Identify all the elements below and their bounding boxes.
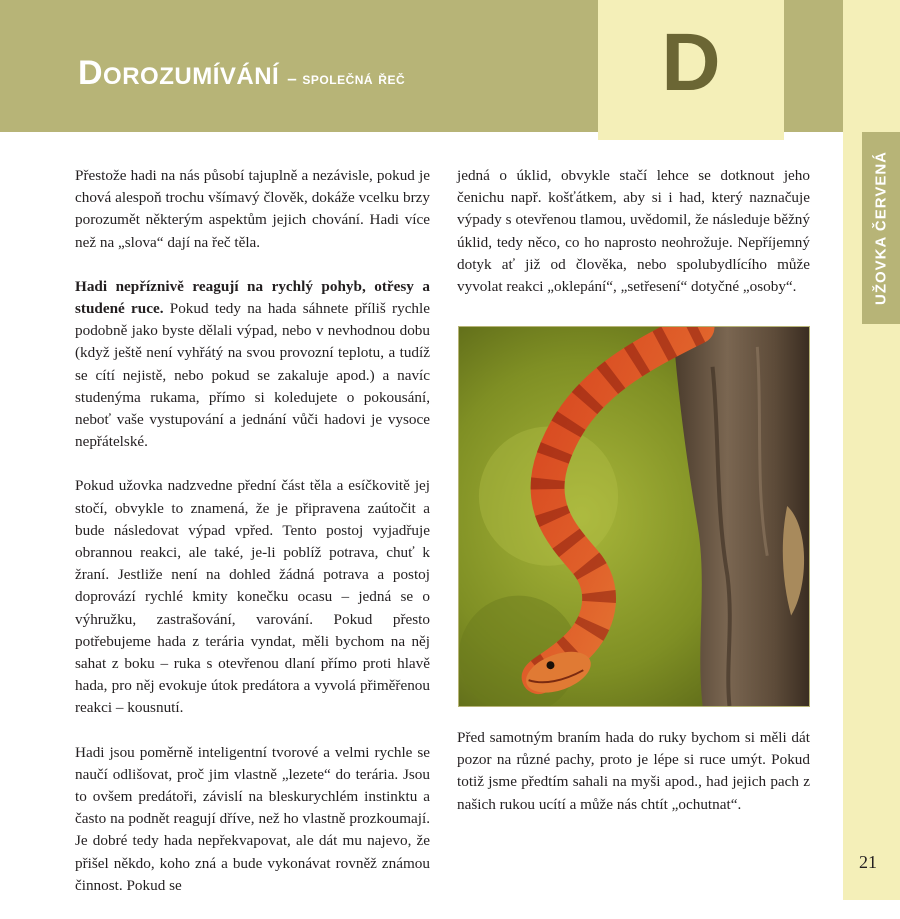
page-title bbox=[78, 56, 405, 90]
paragraph-intro: Přestože hadi na nás působí tajuplně a nezávisle, pokud je chová alespoň trochu všímavý člověk, dokáže vcelku brzy porozumět některým aspektům jejich chování. Hadi více než na „slova“ dají na řeč těla. bbox=[75, 167, 430, 251]
chapter-tab-label: UŽOVKA ČERVENÁ bbox=[872, 150, 890, 306]
paragraph-cleaning: jedná o úklid, obvykle stačí lehce se dotknout jeho čenichu např. košťátkem, aby si i had, který naznačuje výpady s otevřenou tlamou, uvědomil, že následuje běžný úklid, tedy něco, co ho naprosto neohrožuje. Nepříjemný dotyk ať již od člověka, nebo spolubydlícího může vyvolat reakci „oklepání“, „setřesení“ dotyčné „osoby“. bbox=[457, 167, 810, 296]
corn-snake-photo bbox=[458, 326, 810, 707]
right-column-top bbox=[457, 165, 810, 320]
paragraph-posture: Pokud užovka nadzvedne přední část těla a esíčkovitě jej stočí, obvykle to znamená, že je připravena zaútočit a bude následovat výpad vpřed. Tento postoj vyjadřuje obrannou reakci, ale také, je-li poblíž potrava, chuť k žraní. Jestliže není na dohled žádná potrava a postoj doprovází rychlé kmity konečku ocasu – jedná se o výhružku, zastrašování, varování. Pokud přesto potřebujeme hada z terária vyndat, měli bychom na něj sahat z boku – ruka s otevřenou dlaní přímo proti hlavě hada, pro něj evokuje útok predátora a vyvolá přiměřenou reakci – kousnutí. bbox=[75, 477, 430, 717]
paragraph-reactions bbox=[75, 276, 430, 454]
chapter-tab bbox=[862, 132, 900, 324]
title-subtitle: – společná řeč bbox=[287, 69, 406, 88]
right-column-bottom bbox=[457, 727, 810, 838]
page-number: 21 bbox=[859, 852, 877, 872]
corn-snake-illustration bbox=[459, 327, 809, 706]
title-main: Dorozumívání bbox=[78, 54, 280, 92]
paragraph-intelligence: Hadi jsou poměrně inteligentní tvorové a velmi rychle se naučí odlišovat, proč jim vlastně „lezete“ do terária. Jsou to ovšem predátoři, závislí na bleskurychlém instinktu a často na podnět reagují dříve, než ho vlastně prozkoumají. Je dobré tedy hada nepřekvapovat, ale dát mu najevo, že přišel někdo, koho zná a bude vykonávat rovněž známou činnost. Pokud se bbox=[75, 743, 430, 894]
paragraph-reactions-body: Pokud tedy na hada sáhnete příliš rychle podobně jako byste dělali výpad, nebo v nevhodnou dobu (když ještě není vyhřátý na svou provozní teplotu, a tudíž se cítí nejistě, nebo pokud se zakaluje apod.) a navíc studenýma rukama, přímo si koledujete o pokousání, neboť vaše vystupování a jednání vůči hadovi je vysoce nepřátelské. bbox=[75, 300, 430, 451]
section-letter-box bbox=[598, 0, 784, 140]
section-letter: D bbox=[661, 17, 721, 108]
left-column bbox=[75, 165, 430, 919]
paragraph-reactions-lead: Hadi nepříznivě reagují na rychlý pohyb, otřesy a studené ruce. bbox=[75, 277, 430, 318]
paragraph-handling: Před samotným braním hada do ruky bychom si měli dát pozor na různé pachy, proto je lépe si ruce umýt. Pokud totiž jsme předtím sahali na myši apod., had jejich pach z našich rukou ucítí a může nás chtít „ochutnat“. bbox=[457, 729, 810, 813]
